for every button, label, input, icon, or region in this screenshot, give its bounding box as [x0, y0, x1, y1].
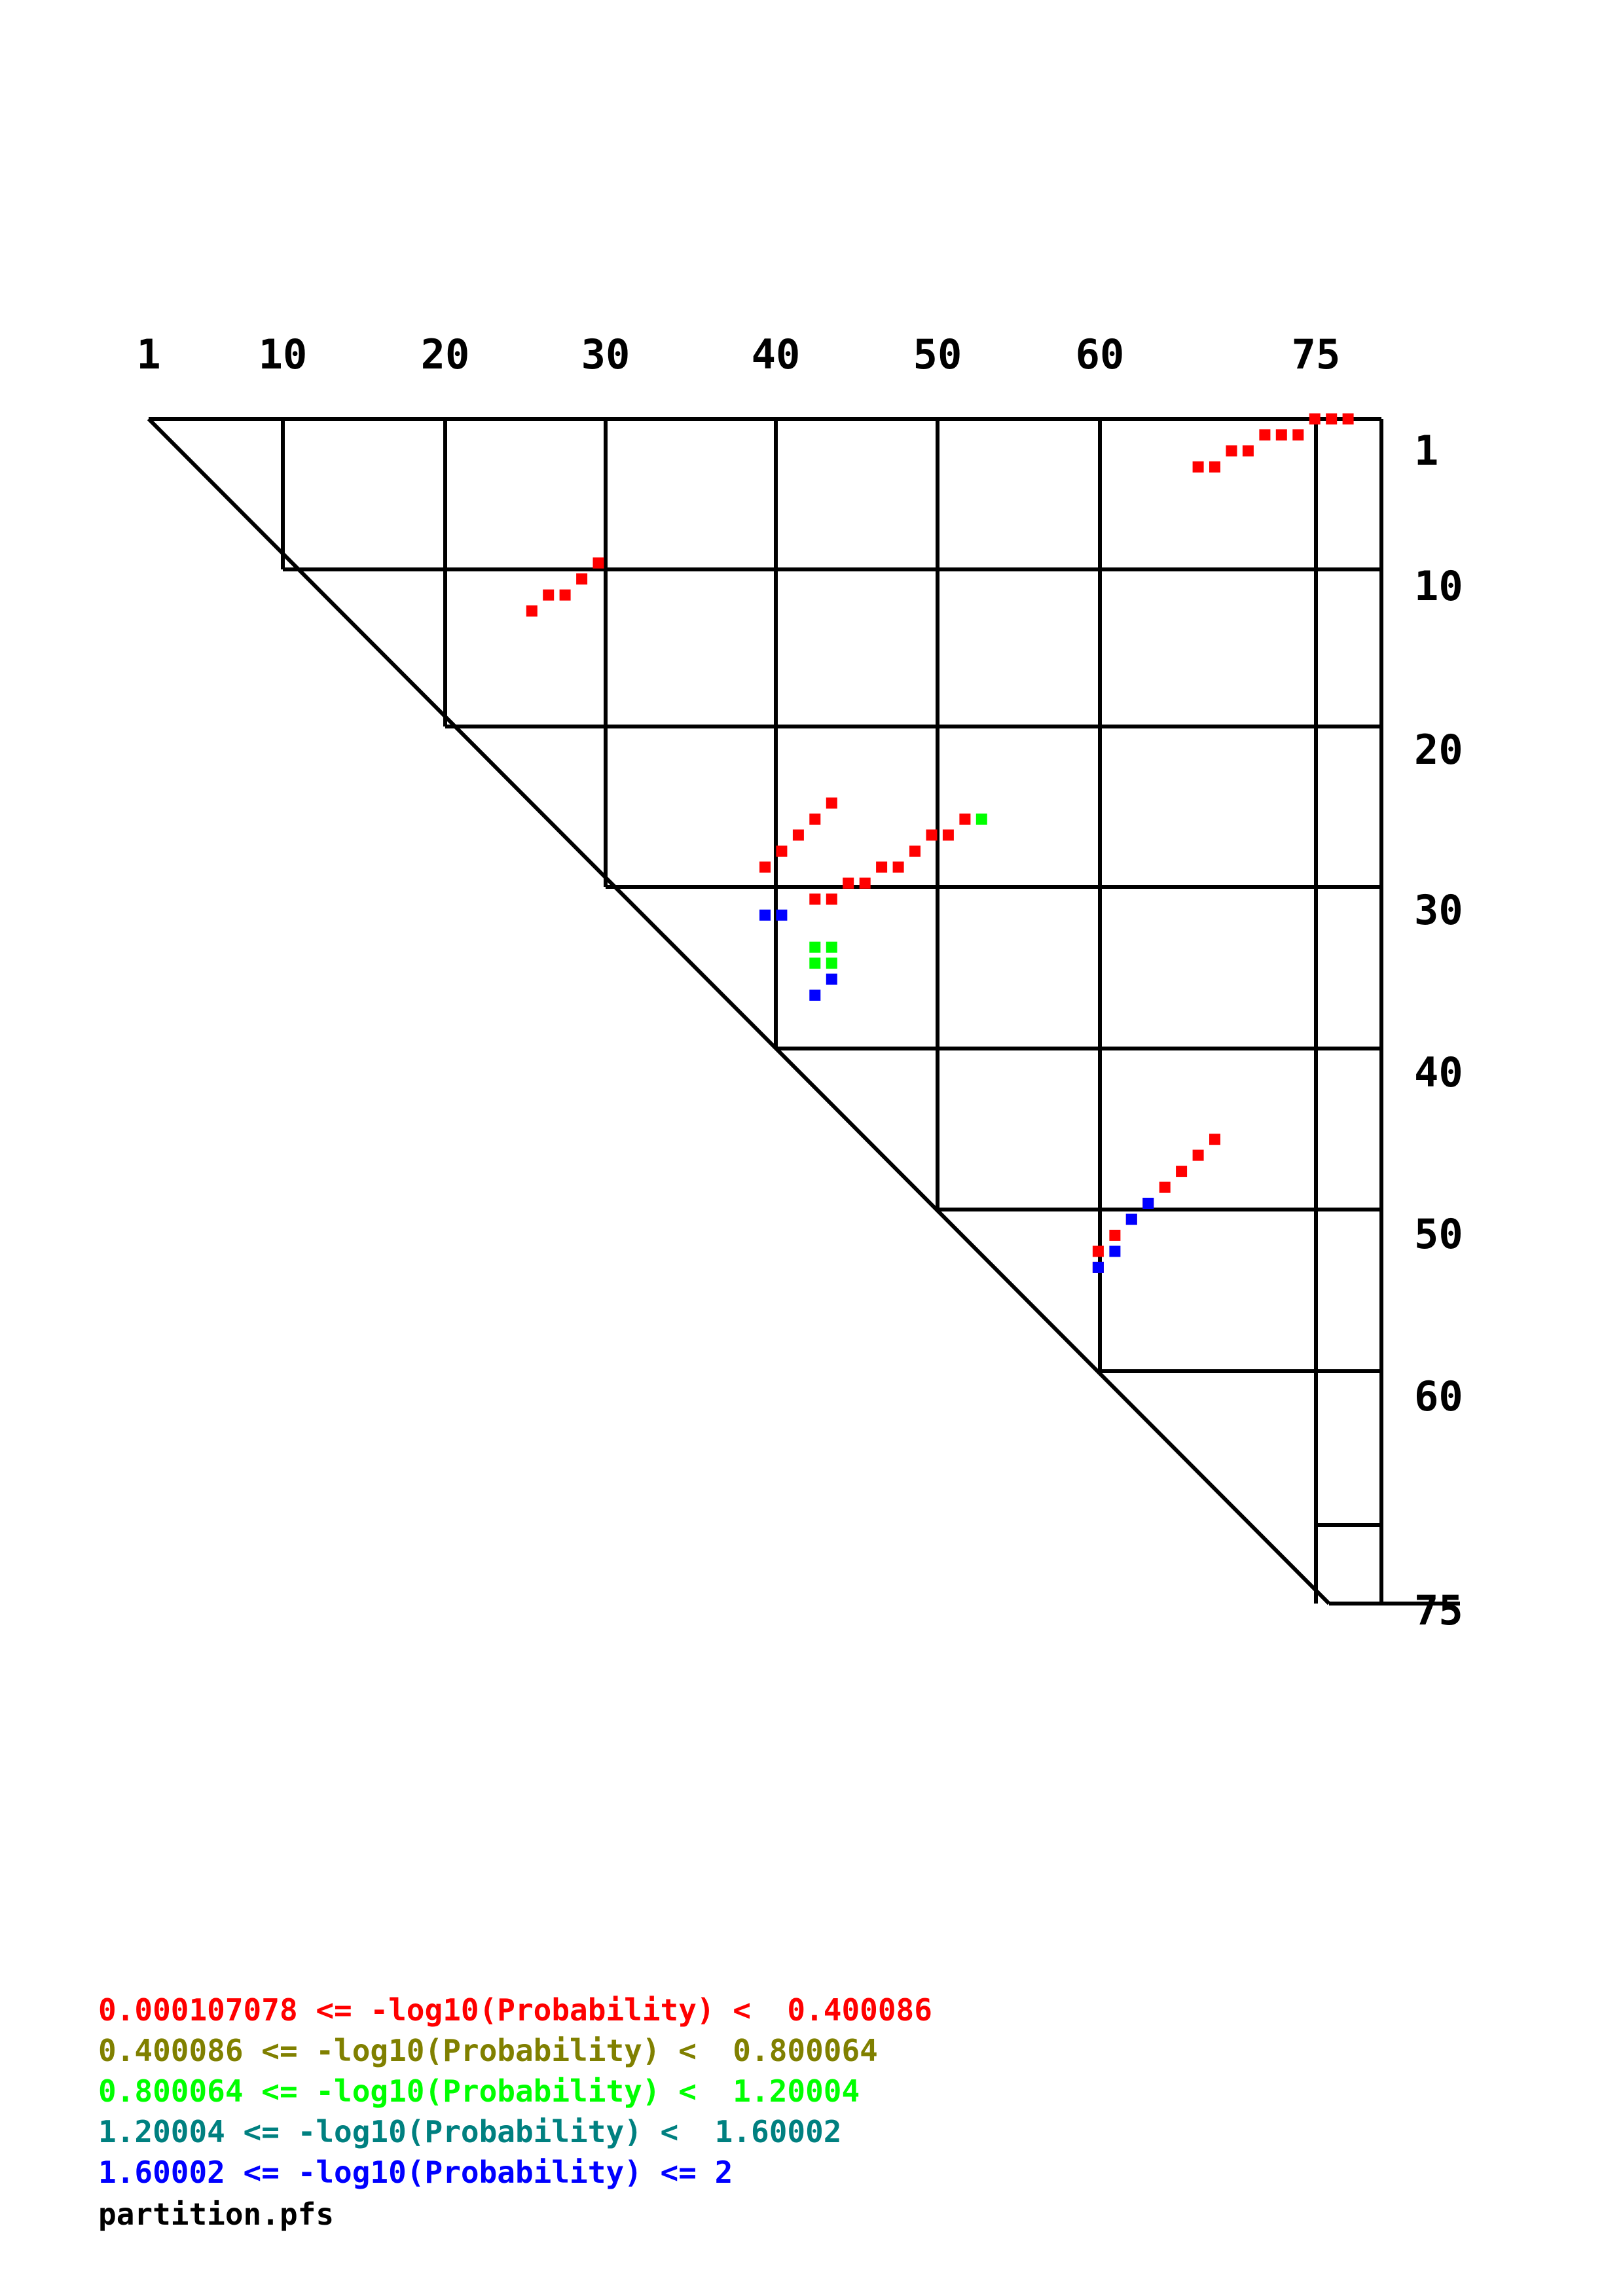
x-tick-label: 20	[420, 331, 470, 378]
data-point	[876, 861, 887, 872]
data-point	[1226, 445, 1237, 456]
data-point	[1259, 429, 1270, 440]
data-point	[826, 893, 837, 905]
data-point	[1109, 1230, 1120, 1241]
data-point	[959, 814, 970, 825]
data-point	[809, 814, 820, 825]
file-name-label: partition.pfs	[98, 2197, 335, 2232]
data-point-group	[526, 414, 1354, 1273]
data-point	[893, 861, 904, 872]
diagonal-line	[149, 419, 1329, 1604]
grid-lines	[149, 419, 1460, 1604]
data-point	[1193, 1150, 1204, 1161]
data-point	[1142, 1198, 1154, 1209]
data-point	[1243, 445, 1254, 456]
data-point	[826, 958, 837, 969]
data-point	[826, 798, 837, 809]
data-point	[809, 942, 820, 953]
legend-entry: 0.800064 <= -log10(Probability) < 1.20004	[98, 2073, 860, 2109]
legend-entry: 0.000107078 <= -log10(Probability) < 0.400086	[98, 1992, 932, 2028]
data-point	[759, 910, 771, 921]
legend-entry: 0.400086 <= -log10(Probability) < 0.800064	[98, 2033, 878, 2068]
data-point	[809, 990, 820, 1001]
y-tick-label: 75	[1414, 1587, 1463, 1634]
y-tick-label: 1	[1414, 427, 1439, 475]
data-point	[1193, 461, 1204, 473]
data-point	[976, 814, 987, 825]
legend	[98, 1990, 1473, 2232]
data-point	[826, 974, 837, 985]
data-point	[926, 829, 938, 840]
data-point	[776, 846, 787, 857]
data-point	[1176, 1166, 1187, 1177]
y-tick-label: 10	[1414, 562, 1463, 610]
y-tick-label: 40	[1414, 1049, 1463, 1096]
data-point	[560, 590, 571, 601]
data-point	[1093, 1246, 1104, 1257]
x-tick-label: 10	[258, 331, 308, 378]
legend-entry: 1.20004 <= -log10(Probability) < 1.60002	[98, 2114, 842, 2149]
data-point	[1159, 1182, 1171, 1193]
x-axis-tick-labels	[136, 331, 1340, 378]
data-point	[809, 958, 820, 969]
y-tick-label: 60	[1414, 1372, 1463, 1420]
data-point	[1109, 1246, 1120, 1257]
data-point	[943, 829, 954, 840]
y-tick-label: 50	[1414, 1210, 1463, 1258]
y-tick-label: 20	[1414, 726, 1463, 774]
data-point	[1209, 461, 1220, 473]
data-point	[909, 846, 921, 857]
data-point	[1326, 414, 1337, 425]
legend-entry: 1.60002 <= -log10(Probability) <= 2	[98, 2155, 733, 2190]
x-tick-label: 75	[1291, 331, 1341, 378]
y-axis-tick-labels	[1414, 427, 1463, 1634]
data-point	[543, 590, 554, 601]
data-point	[1292, 429, 1304, 440]
data-point	[776, 910, 787, 921]
x-tick-label: 1	[136, 331, 161, 378]
x-tick-label: 60	[1075, 331, 1125, 378]
data-point	[809, 893, 820, 905]
data-point	[593, 558, 604, 569]
data-point	[860, 878, 871, 889]
data-point	[793, 829, 804, 840]
data-point	[526, 605, 538, 617]
data-point	[759, 861, 771, 872]
data-point	[843, 878, 854, 889]
data-point	[1093, 1262, 1104, 1273]
data-point	[1343, 414, 1354, 425]
x-tick-label: 40	[751, 331, 801, 378]
data-point	[576, 573, 587, 584]
data-point	[1126, 1214, 1137, 1225]
x-tick-label: 30	[581, 331, 630, 378]
y-tick-label: 30	[1414, 886, 1463, 934]
data-point	[826, 942, 837, 953]
data-point	[1309, 414, 1321, 425]
x-tick-label: 50	[913, 331, 962, 378]
data-point	[1209, 1134, 1220, 1145]
data-point	[1276, 429, 1287, 440]
